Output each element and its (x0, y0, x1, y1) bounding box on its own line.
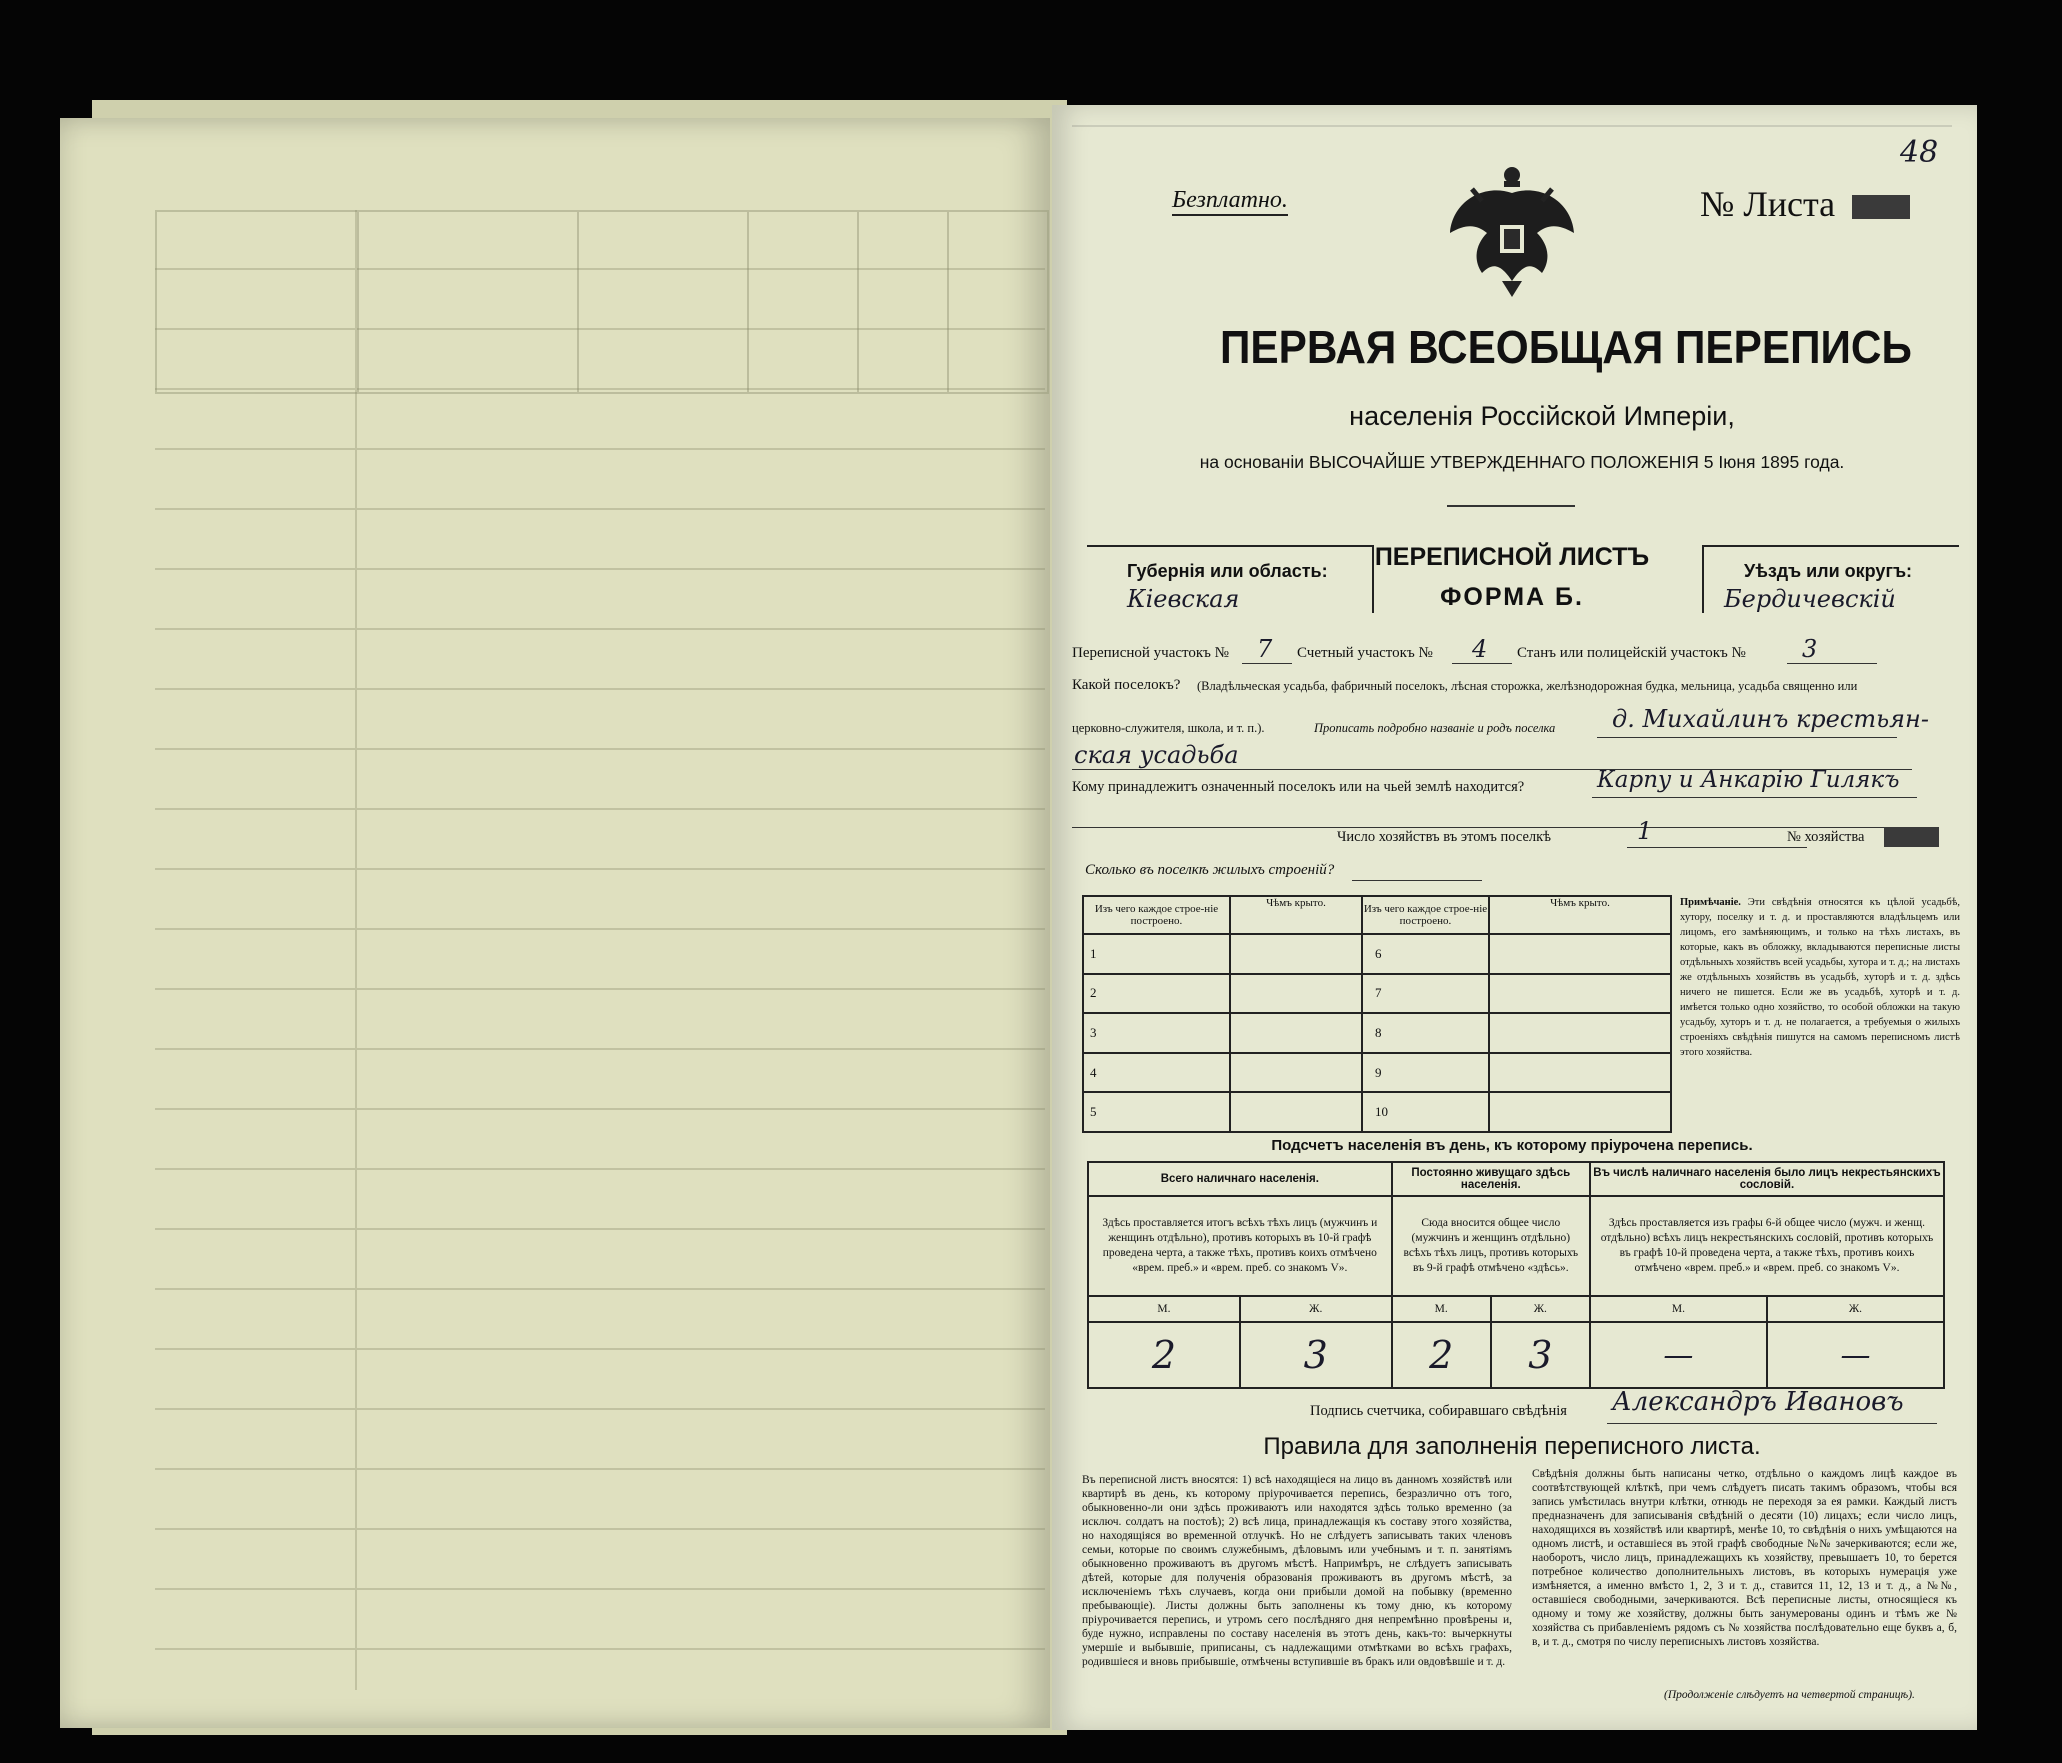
owner-value: Карпу и Анкарію Гилякъ (1597, 767, 1900, 793)
household-no-label: № хозяйства (1787, 829, 1865, 845)
uezd-label: Уѣздъ или округъ: (1744, 561, 1913, 581)
count-district-value: 4 (1472, 635, 1488, 663)
settlement-hint-3: Прописать подробно названіе и родъ поселка (1314, 721, 1556, 735)
buildings-row: 1 6 (1083, 934, 1671, 974)
census-basis: на основаніи ВЫСОЧАЙШЕ УТВЕРЖДЕННАГО ПОЛОЖЕНІЯ 5 Іюня 1895 года. (1199, 452, 1845, 472)
uezd-box (1702, 545, 1959, 613)
population-col1-text: Здѣсь проставляется итогъ всѣхъ тѣхъ лицъ (мужчинъ и женщинъ отдѣльно), противъ которыхъ въ 10-й графѣ проведена черта, а также тѣхъ, противъ коихъ отмѣчено «врем. преб.» и «врем. преб. со знакомъ V». (1088, 1196, 1392, 1296)
permanent-female-count: 3 (1491, 1322, 1590, 1388)
settlement-hint-1: (Владѣльческая усадьба, фабричный поселокъ, лѣсная сторожка, желѣзнодорожная будка, мельница, усадьба священно или (1197, 679, 1858, 693)
sheet-title: ПЕРЕПИСНОЙ ЛИСТЪ (1374, 543, 1650, 571)
buildings-col-roof-left: Чѣмъ крыто. (1230, 896, 1362, 934)
owner-line-2 (1072, 827, 1917, 828)
count-district-line (1452, 663, 1512, 664)
double-headed-eagle-emblem (1442, 163, 1582, 303)
census-form-page (1052, 105, 1977, 1730)
title-divider (1447, 505, 1575, 507)
population-col2-title: Постоянно живущаго здѣсь населенія. (1392, 1162, 1590, 1196)
buildings-row: 2 7 (1083, 974, 1671, 1014)
buildings-col-roof-right: Чѣмъ крыто. (1489, 896, 1671, 934)
sheet-form-title: ФОРМА Б. (1440, 583, 1584, 611)
buildings-table (1082, 895, 1672, 1133)
settlement-hint-2: церковно-служителя, школа, и т. п.). (1072, 721, 1265, 735)
buildings-col-material-right: Изъ чего каждое строе-ніе построено. (1362, 896, 1489, 934)
nonpeasant-female-count: — (1767, 1322, 1944, 1388)
m-label: М. (1088, 1296, 1240, 1322)
permanent-male-count: 2 (1392, 1322, 1491, 1388)
households-line (1627, 847, 1807, 848)
rules-heading: Правила для заполненія переписного листа. (1263, 1433, 1761, 1460)
sheet-number-label: № Листа (1700, 184, 1836, 224)
left-page-bleed-through-grid (155, 210, 1045, 1690)
population-col2-text: Сюда вносится общее число (мужчинъ и женщинъ отдѣльно) всѣхъ тѣхъ лицъ, противъ которыхъ въ 9-й графѣ отмѣчено «здѣсь». (1392, 1196, 1590, 1296)
buildings-col-material-left: Изъ чего каждое строе-ніе построено. (1083, 896, 1230, 934)
buildings-row: 5 10 (1083, 1092, 1671, 1132)
settlement-line-1 (1597, 737, 1897, 738)
count-district-label: Счетный участокъ № (1297, 645, 1433, 661)
signature-line (1607, 1423, 1937, 1424)
rules-right-column: Свѣдѣнія должны быть написаны четко, отдѣльно о каждомъ лицѣ каждое въ соотвѣтствующей клѣткѣ, при чемъ слѣдуетъ писать такимъ образомъ, чтобы вся запись умѣстилась внутри клѣтки, отнюдь не переходя за ея рамки. Каждый листъ предназначенъ для записыванія свѣдѣній о десяти (10) лицахъ; если число лицъ, находящихся въ хозяйствѣ или квартирѣ, менѣе 10, то свѣдѣнія о нихъ умѣщаются на одномъ листѣ, и оставшіеся въ этой графѣ свободные №№ зачеркиваются; если же, наоборотъ, число лицъ, принадлежащихъ къ хозяйству, превышаетъ 10, то берется потребное количество дополнительныхъ листовъ, въ которыхъ нумерація уже измѣняется, а именно вмѣсто 1, 2, 3 и т. д., ставится 11, 12, 13 и т. д., а №№, оставшіеся свободными, зачеркиваются. Всѣ переписные листы, относящіеся къ одному и тому же хозяйству, должны быть занумерованы одинъ и тѣмъ же № хозяйства съ прибавленіемъ рядомъ съ № хозяйства послѣдовательно еще буквъ а, б, в, и т. д., смотря по числу переписныхъ листовъ хозяйства. (1532, 1468, 1957, 1648)
guberniya-value: Кіевская (1127, 585, 1240, 613)
uezd-value: Бердичевскій (1724, 585, 1896, 613)
police-district-label: Станъ или полицейскій участокъ № (1517, 645, 1746, 661)
settlement-question: Какой поселокъ? (1072, 677, 1181, 693)
owner-label: Кому принадлежитъ означенный поселокъ или на чьей землѣ находится? (1072, 779, 1525, 795)
f-label: Ж. (1240, 1296, 1392, 1322)
household-no-redacted (1884, 827, 1939, 847)
f-label: Ж. (1767, 1296, 1944, 1322)
rules-left-column: Въ переписной листъ вносятся: 1) всѣ находящіеся на лицо въ данномъ хозяйствѣ или квартирѣ въ день, къ которому пріурочивается перепись, безразлично отъ того, обыкновенно-ли они здѣсь проживаютъ или находятся здѣсь только временно (за исключ. солдатъ на постоѣ); 2) всѣ лица, принадлежащія къ составу этого хозяйства, но находящіяся во временной отлучкѣ. Но не слѣдуетъ записывать таких членовъ семьи, которые по своимъ служебнымъ, дѣловымъ или учебнымъ и т. п. занятіямъ обыкновенно проживаютъ въ другомъ мѣстѣ. Напримѣръ, не слѣдуетъ записывать дѣтей, которые для полученія образованія проживаютъ въ другомъ мѣстѣ, за исключеніемъ тѣхъ случаевъ, когда они прибыли домой на побывку (временно пребывающіе). Листы должны быть заполнены къ тому дню, къ которому пріурочивается перепись, и утромъ сего послѣдняго дня непремѣнно провѣрены и, буде нужно, исправлены по составу населенія въ этотъ день, какъ-то: вычеркнуты умершіе и выбывшіе, приписаны, съ надлежащими отмѣтками во всѣхъ графахъ, родившіеся и вновь прибывшіе, отмѣчены вступившіе въ бракъ или овдовѣвшіе и т. д. (1082, 1474, 1512, 1668)
signature-label: Подпись счетчика, собиравшаго свѣдѣнія (1310, 1403, 1567, 1419)
population-col3-title: Въ числѣ наличнаго населенія было лицъ некрестьянскихъ сословій. (1590, 1162, 1944, 1196)
settlement-value-2: ская усадьба (1074, 741, 1239, 769)
buildings-row: 3 8 (1083, 1013, 1671, 1053)
corner-page-number: 48 (1900, 135, 1939, 170)
settlement-value-1: д. Михайлинъ крестьян- (1612, 705, 1929, 733)
census-district-value: 7 (1257, 635, 1273, 663)
f-label: Ж. (1491, 1296, 1590, 1322)
note-text: Эти свѣдѣнія относятся къ цѣлой усадьбѣ, хутору, поселку и т. д. и проставляются владѣльцемъ или лицомъ, его замѣняющимъ, и только на тѣхъ листахъ, въ которые, какъ въ обложку, вкладываются переписные листы отдѣльныхъ хозяйствъ всей усадьбы, хутора и т. д.; на листахъ же отдѣльныхъ хозяйствъ въ усадьбѣ, хуторѣ и т. д. здѣсь ничего не пишется. Если же въ усадьбѣ, хуторѣ и т. д. имѣется только одно хозяйство, то особой обложки на такую усадьбу, хуторъ и т. д. не полагается, а требуемыя о жилыхъ строеніяхъ свѣдѣнія пишутся на самомъ переписномъ листѣ этого хозяйства. (1680, 897, 1961, 1058)
guberniya-label: Губернія или область: (1127, 561, 1328, 581)
guberniya-box (1087, 545, 1374, 613)
buildings-row: 4 9 (1083, 1053, 1671, 1093)
present-male-count: 2 (1088, 1322, 1240, 1388)
note-block (1680, 895, 1960, 1133)
free-label: Безплатно. (1172, 187, 1288, 216)
census-subtitle: населенія Россійской Имперіи, (1349, 401, 1735, 431)
population-col3-text: Здѣсь проставляется изъ графы 6-й общее число (мужч. и женщ. отдѣльно) всѣхъ лицъ некрестьянскихъ сословій, противъ которыхъ въ графѣ 10-й проведена черта, а также тѣхъ, противъ коихъ отмѣчено «врем. преб.» и «врем. преб. со знакомъ V». (1590, 1196, 1944, 1296)
m-label: М. (1392, 1296, 1491, 1322)
population-col1-title: Всего наличнаго населенія. (1088, 1162, 1392, 1196)
police-district-line (1787, 663, 1877, 664)
m-label: М. (1590, 1296, 1767, 1322)
note-title: Примѣчаніе. (1680, 897, 1741, 908)
present-female-count: 3 (1240, 1322, 1392, 1388)
census-district-label: Переписной участокъ № (1072, 645, 1229, 661)
census-title: ПЕРВАЯ ВСЕОБЩАЯ ПЕРЕПИСЬ (1220, 321, 1912, 373)
population-table (1087, 1161, 1945, 1389)
households-label: Число хозяйствъ въ этомъ поселкѣ (1337, 829, 1552, 845)
police-district-value: 3 (1802, 635, 1818, 663)
counter-signature: Александръ Ивановъ (1612, 1387, 1904, 1417)
population-heading: Подсчетъ населенія въ день, къ которому пріурочена перепись. (1271, 1137, 1753, 1154)
sheet-number-redacted (1852, 195, 1910, 219)
owner-line (1592, 797, 1917, 798)
buildings-line (1352, 880, 1482, 881)
households-value: 1 (1637, 817, 1653, 845)
rules-continued: (Продолженіе слѣдуетъ на четвертой страницѣ). (1664, 1689, 1915, 1701)
nonpeasant-male-count: — (1590, 1322, 1767, 1388)
buildings-label: Сколько въ поселкѣ жилыхъ строеній? (1085, 862, 1335, 878)
census-district-line (1242, 663, 1292, 664)
